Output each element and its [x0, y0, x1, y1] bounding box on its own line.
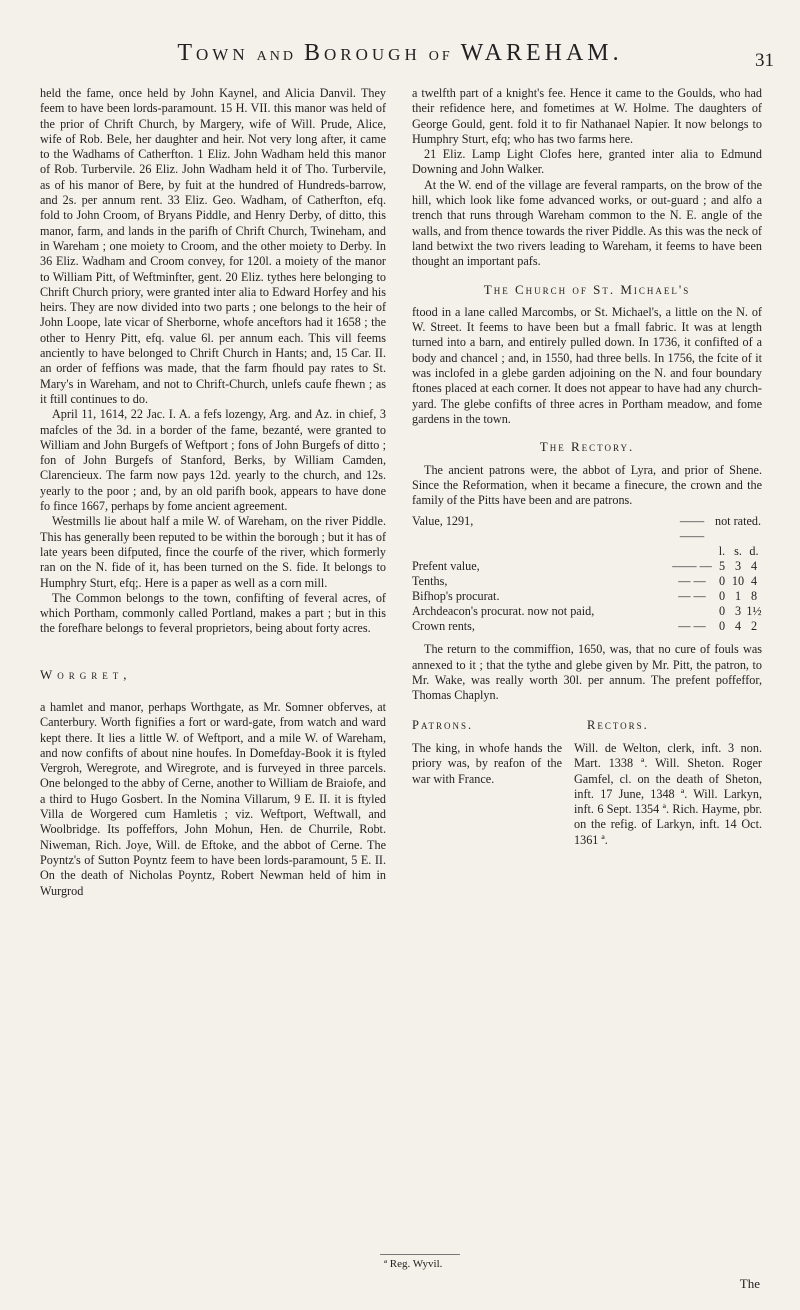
table-cell-value: not rated.	[714, 514, 762, 529]
valuation-table	[412, 514, 762, 634]
patrons-rectors-headings	[412, 718, 762, 733]
running-head-word: and	[256, 43, 296, 65]
left-column	[40, 86, 386, 899]
paragraph: Westmills lie about half a mile W. of Wareham, on the river Piddle. This has generally been reputed to be within the borough ; but it has of late years been difputed, fince the courfe of the river, which formerly ran on the N. fide of it, has been turned on the S. fide. It belongs to Humphry Sturt, efq;. Here is a paper as well as a corn mill.	[40, 514, 386, 590]
running-head-word: WAREHAM.	[460, 40, 623, 66]
table-cell-dashes: —— ——	[679, 514, 705, 544]
table-cell-d: 8	[750, 589, 758, 604]
table-cell-label: Tenths,	[412, 574, 448, 589]
table-cell-s: 3	[734, 559, 742, 574]
table-cell-d: 4	[750, 574, 758, 589]
paragraph: At the W. end of the village are feveral ramparts, on the brow of the hill, which look like fome advanced works, or out-guard ; and alfo a trench that runs through Wareham common to the N. E. angle of the walls, and from thence towards the river Piddle. As this was the neck of land betwixt the two rivers leading to Wareham, it feems to have been thought an important pafs.	[412, 177, 762, 269]
patrons-heading: Patrons.	[412, 717, 474, 732]
table-cell-l: 0	[718, 604, 726, 619]
column-header-s: s.	[734, 544, 742, 559]
rectors-text: Will. de Welton, clerk, inft. 3 non. Mart. 1338 ª. Will. Sheton. Roger Gamfel, cl. on the death of Sheton, inft. 17 June, 1348 ª. Will. Larkyn, inft. 6 Sept. 1354 ª. Rich. Hayme, pbr. on the refig. of Larkyn, inft. 14 Oct. 1361 ª.	[574, 740, 762, 847]
table-cell-l: 0	[718, 589, 726, 604]
running-head-word: Borough	[303, 40, 421, 66]
paragraph: April 11, 1614, 22 Jac. I. A. a fefs lozengy, Arg. and Az. in chief, 3 mafcles of the 3d. in a border of the fame, bezanté, were granted to William and John Burgefs of Weftport ; fons of John Burgefs of ditto ; fon of John Burgefs of Stanford, Berks, by William Camden, Clarencieux. The farm now pays 12d. yearly to the church, and 12s. yearly to the poor ; and, by an old parifh book, appears to have done fo fince 1667, perhaps by fome ancient agreement.	[40, 407, 386, 514]
table-header-row	[412, 544, 762, 559]
paragraph: 21 Eliz. Lamp Light Clofes here, granted inter alia to Edmund Downing and John Walker.	[412, 147, 762, 177]
table-cell-label: Bifhop's procurat.	[412, 589, 500, 604]
table-row	[412, 574, 762, 589]
page-number: 31	[755, 50, 774, 71]
patrons-rectors-list	[412, 741, 762, 848]
table-row	[412, 619, 762, 634]
table-cell-label: Crown rents,	[412, 619, 475, 634]
column-header-l: l.	[718, 544, 726, 559]
table-row	[412, 559, 762, 574]
table-cell-s: 10	[731, 574, 745, 589]
table-cell-label: Archdeacon's procurat. now not paid,	[412, 604, 595, 619]
catchword: The	[739, 1276, 760, 1291]
footnote: ª Reg. Wyvil.	[384, 1258, 443, 1270]
table-cell-d: 1½	[746, 604, 762, 619]
paragraph: The ancient patrons were, the abbot of Lyra, and prior of Shene. Since the Reformation, when it became a finecure, the crown and the family of the Pitts have been and are patrons.	[412, 462, 762, 508]
running-head-word: Town	[177, 40, 249, 66]
table-row	[412, 604, 762, 619]
table-cell-l: 5	[718, 559, 726, 574]
table-cell-label: Prefent value,	[412, 559, 480, 574]
patrons-text: The king, in whofe hands the priory was, by reafon of the war with France.	[412, 740, 562, 786]
running-head-word: of	[428, 43, 453, 65]
column-header-d: d.	[749, 544, 759, 559]
table-cell-s: 3	[734, 604, 742, 619]
paragraph: The Common belongs to the town, confifting of feveral acres, of which Portham, commonly called Portland, makes a part ; but in this the forefhare belongs to feveral proprietors, being about forty acres.	[40, 590, 386, 636]
table-cell-l: 0	[718, 619, 726, 634]
running-head	[0, 40, 800, 67]
table-cell-dashes: — —	[678, 574, 706, 589]
paragraph: ftood in a lane called Marcombs, or St. Michael's, a little on the N. of W. Street. It feems to have been but a fmall fabric. It was at length turned into a barn, and entirely pulled down. In 1736, it confifted of a body and chancel ; and, in 1550, had three bells. In 1756, the fcite of it was inclofed in a glebe garden adjoining on the N. and four boundary ftones placed at each corner. It does not appear to have had any church-yard. The glebe confifts of three acres in Portham meadow, and fome gardens in the town.	[412, 304, 762, 426]
table-cell-d: 4	[750, 559, 758, 574]
paragraph: a twelfth part of a knight's fee. Hence it came to the Goulds, who had their refidence here, and fometimes at W. Holme. The daughters of George Gould, gent. fold it to fir Nathanael Napier. It now belongs to Humphry Sturt, efq; who has two farms here.	[412, 86, 762, 146]
table-cell-l: 0	[718, 574, 726, 589]
table-cell-dashes: — —	[678, 619, 706, 634]
table-row	[412, 589, 762, 604]
table-row	[412, 514, 762, 544]
paragraph: a hamlet and manor, perhaps Worthgate, as Mr. Somner obferves, at Canterbury. Worth fignifies a fort or ward-gate, from watch and ward kept there. It lies a little W. of Weftport, and a mile W. of Wareham, and now confifts of about nine houfes. In Domefday-Book it is ftyled Vergroh, Weregrote, and Wiregrote, and is furveyed in three parcels. One belonged to the abby of Cerne, another to William de Braiofe, and a third to Hugo Gosbert. In the Nomina Villarum, 9 E. II. it is ftyled Villa de Worgered cum Hamletis ; viz. Weftport, Weftwall, and Woolbridge. Its poffeffors, John Mohun, Hen. de Churrile, Robt. Niweman, Rich. Joye, Will. de Eftoke, and the abbot of Cerne. The Poyntz's of Sutton Poyntz feem to have been lords-paramount, 5 E. II. On the death of Nicholas Poyntz, Robert Newman held of him in Wurgrod	[40, 699, 386, 898]
right-column	[412, 86, 762, 848]
table-cell-s: 1	[734, 589, 742, 604]
section-heading-church: The Church of St. Michael's	[483, 281, 691, 297]
table-cell-s: 4	[734, 619, 742, 634]
table-cell-dashes: — —	[678, 589, 706, 604]
table-cell-d: 2	[750, 619, 758, 634]
section-heading-rectory: The Rectory.	[539, 439, 635, 455]
footnote-rule	[380, 1254, 460, 1255]
rectors-heading: Rectors.	[587, 717, 649, 732]
paragraph: held the fame, once held by John Kaynel, and Alicia Danvil. They feem to have been lords-paramount. 15 H. VII. this manor was held of the prior of Chrift Church, by Margery, wife of Will. Prude, Alice, wife of Rob. Bele, her daughter and heir. Not very long after, it came to the Wadhams of Catherfton. 1 Eliz. John Wadham held this manor of Rob. Turbervile. 26 Eliz. John Wadham held it of Tho. Turbervile, as of his manor of Bere, by fuit at the hundred of Hundreds-barrow, and 2s. per annum rent. 33 Eliz. Geo. Wadham, of Catherfton, efq. fold to John Croom, of Bryans Piddle, and Henry Derby, of ditto, this manor, farm, and lands in the parifh of Chrift Church, Twineham, and in Wareham ; one moiety to Croom, and the other moiety to Derby. In 36 Eliz. Wadham and Croom convey, for 120l. a moiety of the manor to William Pitt, of Weftminfter, gent. 20 Eliz. tythes here belonging to Chrift Church priory, were granted inter alia to Edward Horfey and his heirs. They are now divided into two parts ; one belongs to the heir of John Loope, late vicar of Sherborne, whofe anceftors had it 1658 ; the other to Henry Pitt, efq. value 6l. per annum each. This vill feems anciently to have belonged to Chrift Church in Hants; and, 15 Car. II. an order of feffions was made, that the farm fhould pay rates to St. Mary's in Wareham, and not to Chrift-Church, unlefs caufe fhewn ; as it ftill continues to do.	[40, 86, 386, 406]
table-cell-label: Value, 1291,	[412, 514, 474, 529]
table-cell-dashes: —— —	[672, 559, 712, 574]
section-heading-worgret: Worgret,	[40, 666, 132, 682]
paragraph: The return to the commiffion, 1650, was, that no cure of fouls was annexed to it ; that the tythe and glebe given by Mr. Pitt, the patron, to Mr. Wake, was really worth 30l. per annum. The prefent poffeffor, Thomas Chaplyn.	[412, 642, 762, 703]
